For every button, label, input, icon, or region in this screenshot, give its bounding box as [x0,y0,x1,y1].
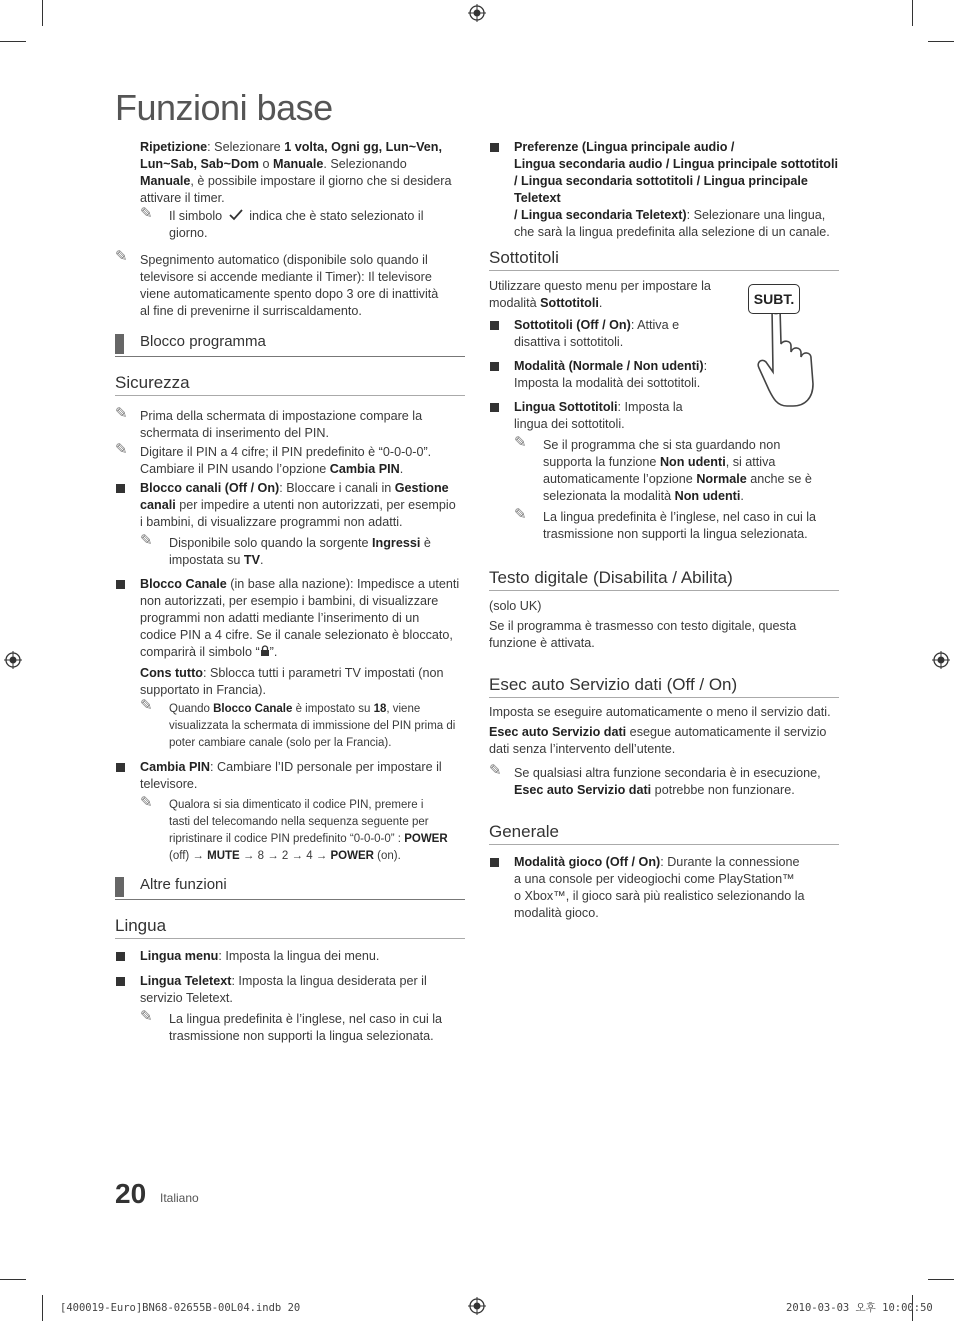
section-title-blocco-programma: Blocco programma [140,333,266,350]
section-title-altre-funzioni: Altre funzioni [140,876,227,893]
crop-mark [928,1279,954,1280]
cons-tutto-paragraph: Cons tutto: Sblocca tutti i parametri TV impostati (non supportato in Francia). [140,666,444,697]
section-bar [115,877,124,897]
registration-mark-icon [4,651,22,669]
registration-mark-icon [468,1297,486,1315]
footer-datetime: 2010-03-03 오후 10:00:50 [786,1302,933,1314]
cambia-pin-item: Cambia PIN: Cambiare l’ID personale per impostare il televisore. [140,760,442,791]
blocco-canali-item: Blocco canali (Off / On): Bloccare i canali in Gestione canali per impedire a utenti non autorizzati, per esempio i bambini, di visualizzare programmi non adatti. [140,481,456,529]
pencil-note-icon: ✎ [115,248,128,265]
footer-file-info: [400019-Euro]BN68-02655B-00L04.indb 20 [60,1302,301,1314]
lingua-teletext-item: Lingua Teletext: Imposta la lingua desiderata per il servizio Teletext. [140,974,427,1005]
esec-auto-note: Se qualsiasi altra funzione secondaria è in esecuzione, Esec auto Servizio dati potrebbe non funzionare. [514,766,821,797]
crop-mark [928,41,954,42]
divider [489,697,839,698]
divider [489,844,839,845]
heading-lingua: Lingua [115,916,167,935]
divider [115,899,465,900]
divider [489,270,839,271]
hand-pressing-subt-button-icon [745,282,835,412]
square-bullet-icon [116,484,125,493]
sottotitoli-on-off-item: Sottotitoli (Off / On): Attiva e disattiva i sottotitoli. [514,318,680,349]
pencil-note-icon: ✎ [140,532,153,549]
divider [115,938,465,939]
crop-mark [0,41,26,42]
language-label: Italiano [160,1191,199,1205]
lock-icon [260,645,270,657]
heading-sicurezza: Sicurezza [115,373,190,392]
pencil-note-icon: ✎ [140,697,153,714]
sottotitoli-note-1: Se il programma che si sta guardando non supporta la funzione Non udenti, si attiva automaticamente l’opzione Normale anche se è selezionata la modalità Non udenti. [543,438,812,503]
testo-digitale-text: (solo UK) Se il programma è trasmesso con testo digitale, questa funzione è attivata. [489,599,797,650]
pencil-note-icon: ✎ [115,441,128,458]
subt-button[interactable]: SUBT. [748,284,800,314]
sottotitoli-intro: Utilizzare questo menu per impostare la modalità Sottotitoli. [489,279,711,310]
divider [115,395,465,396]
blocco-canali-note: Disponibile solo quando la sorgente Ingressi è impostata su TV. [169,536,431,567]
pencil-note-icon: ✎ [514,434,527,451]
ripetizione-paragraph: Ripetizione: Selezionare 1 volta, Ogni gg, Lun~Ven, Lun~Sab, Sab~Dom o Manuale. Selezionando Manuale, è possibile impostare il giorno che si desidera attivare il timer. [140,140,452,205]
checkmark-icon [229,209,243,221]
square-bullet-icon [116,763,125,772]
sottotitoli-note-2: La lingua predefinita è l’inglese, nel caso in cui la trasmissione non supporti la lingua selezionata. [543,510,817,541]
square-bullet-icon [490,858,499,867]
page-number: 20 [115,1178,147,1209]
square-bullet-icon [116,977,125,986]
crop-mark [42,0,43,26]
divider [489,590,839,591]
lingua-sottotitoli-item: Lingua Sottotitoli: Imposta la lingua dei sottotitoli. [514,400,683,431]
square-bullet-icon [490,362,499,371]
square-bullet-icon [490,321,499,330]
divider [115,356,465,357]
pencil-note-icon: ✎ [514,506,527,523]
cons-tutto-note: Quando Blocco Canale è impostato su 18, viene visualizzata la schermata di immissione del PIN prima di poter cambiare canale (solo per la Francia). [169,703,456,749]
square-bullet-icon [116,952,125,961]
heading-testo-digitale: Testo digitale (Disabilita / Abilita) [489,568,733,587]
square-bullet-icon [116,580,125,589]
square-bullet-icon [490,403,499,412]
registration-mark-icon [932,651,950,669]
preferenze-item: Preferenze (Lingua principale audio / Lingua secondaria audio / Lingua principale sottotitoli / Lingua secondaria sottotitoli / Lingua principale Teletext / Lingua secondaria Teletext): Selezionare una lingua, che sarà la lingua predefinita alla selezione di un canale. [514,140,838,239]
cambia-pin-note: Qualora si sia dimenticato il codice PIN, premere i tasti del telecomando nella sequenza seguente per ripristinare il codice PIN predefinito “0-0-0-0” : POWER (off) → MUTE → 8 → 2 → 4 → POWER (on). [169,799,448,862]
sicurezza-note-1: Prima della schermata di impostazione compare la schermata di inserimento del PIN. [140,409,423,440]
pencil-note-icon: ✎ [140,205,153,222]
pencil-note-icon: ✎ [140,1008,153,1025]
pencil-note-icon: ✎ [115,405,128,422]
sicurezza-note-2: Digitare il PIN a 4 cifre; il PIN predefinito è “0-0-0-0”. Cambiare il PIN usando l’opzione Cambia PIN. [140,445,432,476]
pencil-note-icon: ✎ [140,794,153,811]
square-bullet-icon [490,143,499,152]
heading-sottotitoli: Sottotitoli [489,248,559,267]
blocco-canale-item: Blocco Canale (in base alla nazione): Impedisce a utenti non autorizzati, per esempio i bambini, di visualizzare programmi non adatti mediante l’inserimento di un codice PIN a 4 cifre. Se il canale selezionato è bloccato, comparirà il simbolo “ ”. [140,577,460,659]
spegnimento-note: Spegnimento automatico (disponibile solo quando il televisore si accende mediante il Timer): Il televisore viene automaticamente spento dopo 3 ore di inattività al fine di prevenirne il surriscaldamento. [140,253,439,318]
esec-auto-text: Imposta se eseguire automaticamente o meno il servizio dati. Esec auto Servizio dati esegue automaticamente il servizio dati senza l’intervento dell’utente. [489,705,831,756]
crop-mark [912,0,913,26]
ripetizione-note: Il simbolo indica che è stato selezionato il giorno. [169,209,424,240]
registration-mark-icon [468,4,486,22]
heading-generale: Generale [489,822,559,841]
pencil-note-icon: ✎ [489,762,502,779]
crop-mark [0,1279,26,1280]
lingua-teletext-note: La lingua predefinita è l’inglese, nel caso in cui la trasmissione non supporti la lingua selezionata. [169,1012,443,1043]
lingua-menu-item: Lingua menu: Imposta la lingua dei menu. [140,949,380,963]
crop-mark [42,1295,43,1321]
modalita-gioco-item: Modalità gioco (Off / On): Durante la connessione a una console per videogiochi come PlayStation™ o Xbox™, il gioco sarà più realistico selezionando la modalità gioco. [514,855,805,920]
modalita-item: Modalità (Normale / Non udenti): Imposta la modalità dei sottotitoli. [514,359,708,390]
section-bar [115,334,124,354]
heading-esec-auto: Esec auto Servizio dati (Off / On) [489,675,738,694]
page-title: Funzioni base [115,87,333,128]
